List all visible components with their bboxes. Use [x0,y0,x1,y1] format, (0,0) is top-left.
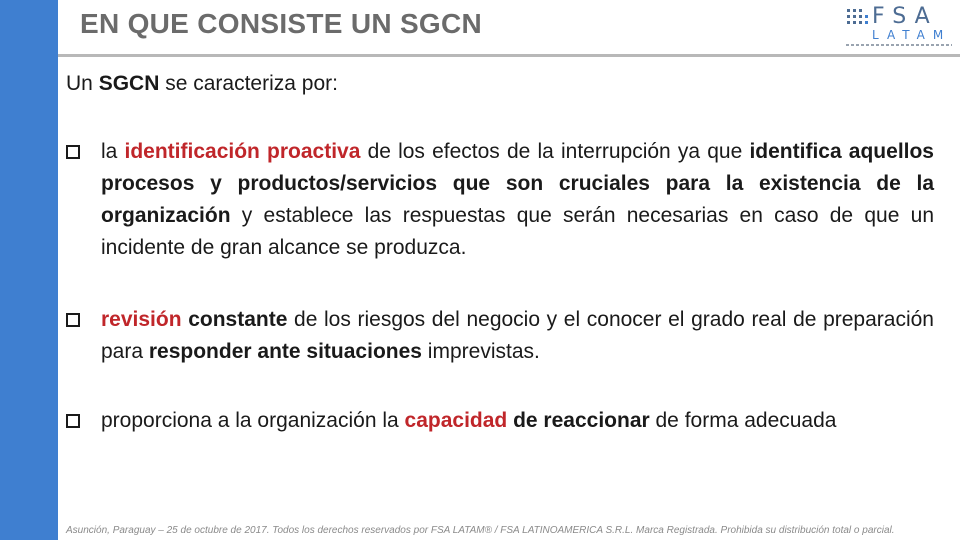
bullet-segment: de forma adecuada [649,409,837,432]
bullet-item-2 [66,304,934,368]
bullet-item-3 [66,405,934,437]
bullet-text [101,304,934,368]
bullet-segment: revisión [101,308,182,331]
side-accent-bar [0,0,58,540]
intro-bold: SGCN [98,72,160,95]
checkbox-square-icon [66,414,80,428]
checkbox-square-icon [66,145,80,159]
bullet-segment: responder ante situaciones [148,340,422,363]
bullet-segment: de los riesgos del negocio y el conocer el grado real de preparación para [101,308,934,363]
intro-suffix: se caracteriza por: [159,72,338,95]
logo-latam-text: LATAM [872,28,952,42]
bullet-segment: de los efectos de la interrupción ya que [360,140,750,163]
bullet-segment: constante [188,308,288,331]
page-title: EN QUE CONSISTE UN SGCN [80,8,483,39]
logo-fsa-text: FSA [872,4,938,29]
bullet-text [101,405,934,437]
bullet-segment: de reaccionar [513,409,650,432]
fsa-latam-logo [846,6,952,50]
bullet-text [101,136,934,264]
title-divider [58,54,960,57]
bullet-segment: proporciona a la organización la [101,409,405,432]
dot-grid-icon [846,8,868,30]
bullet-segment: la [101,140,125,163]
checkbox-square-icon [66,313,80,327]
bullet-segment: imprevistas. [421,340,540,363]
intro-prefix: Un [66,72,99,95]
bullet-item-1 [66,136,934,264]
logo-tagline [846,44,952,46]
footer-copyright: Asunción, Paraguay – 25 de octubre de 2017. Todos los derechos reservados por FSA LATAM® / FSA LATINOAMERICA S.R.L. Marca Registrada. Prohibida su distribución total o parcial. [66,525,895,536]
bullet-segment: y establece las respuestas que serán necesarias en caso de que un incidente de gran alcance se produzca. [101,204,934,259]
bullet-segment: identificación proactiva [124,140,361,163]
bullet-segment: capacidad [404,409,508,432]
bullet-segment: identifica aquellos procesos y productos/servicios que son cruciales para la existencia de la organización [101,140,934,227]
intro-line [66,72,338,96]
